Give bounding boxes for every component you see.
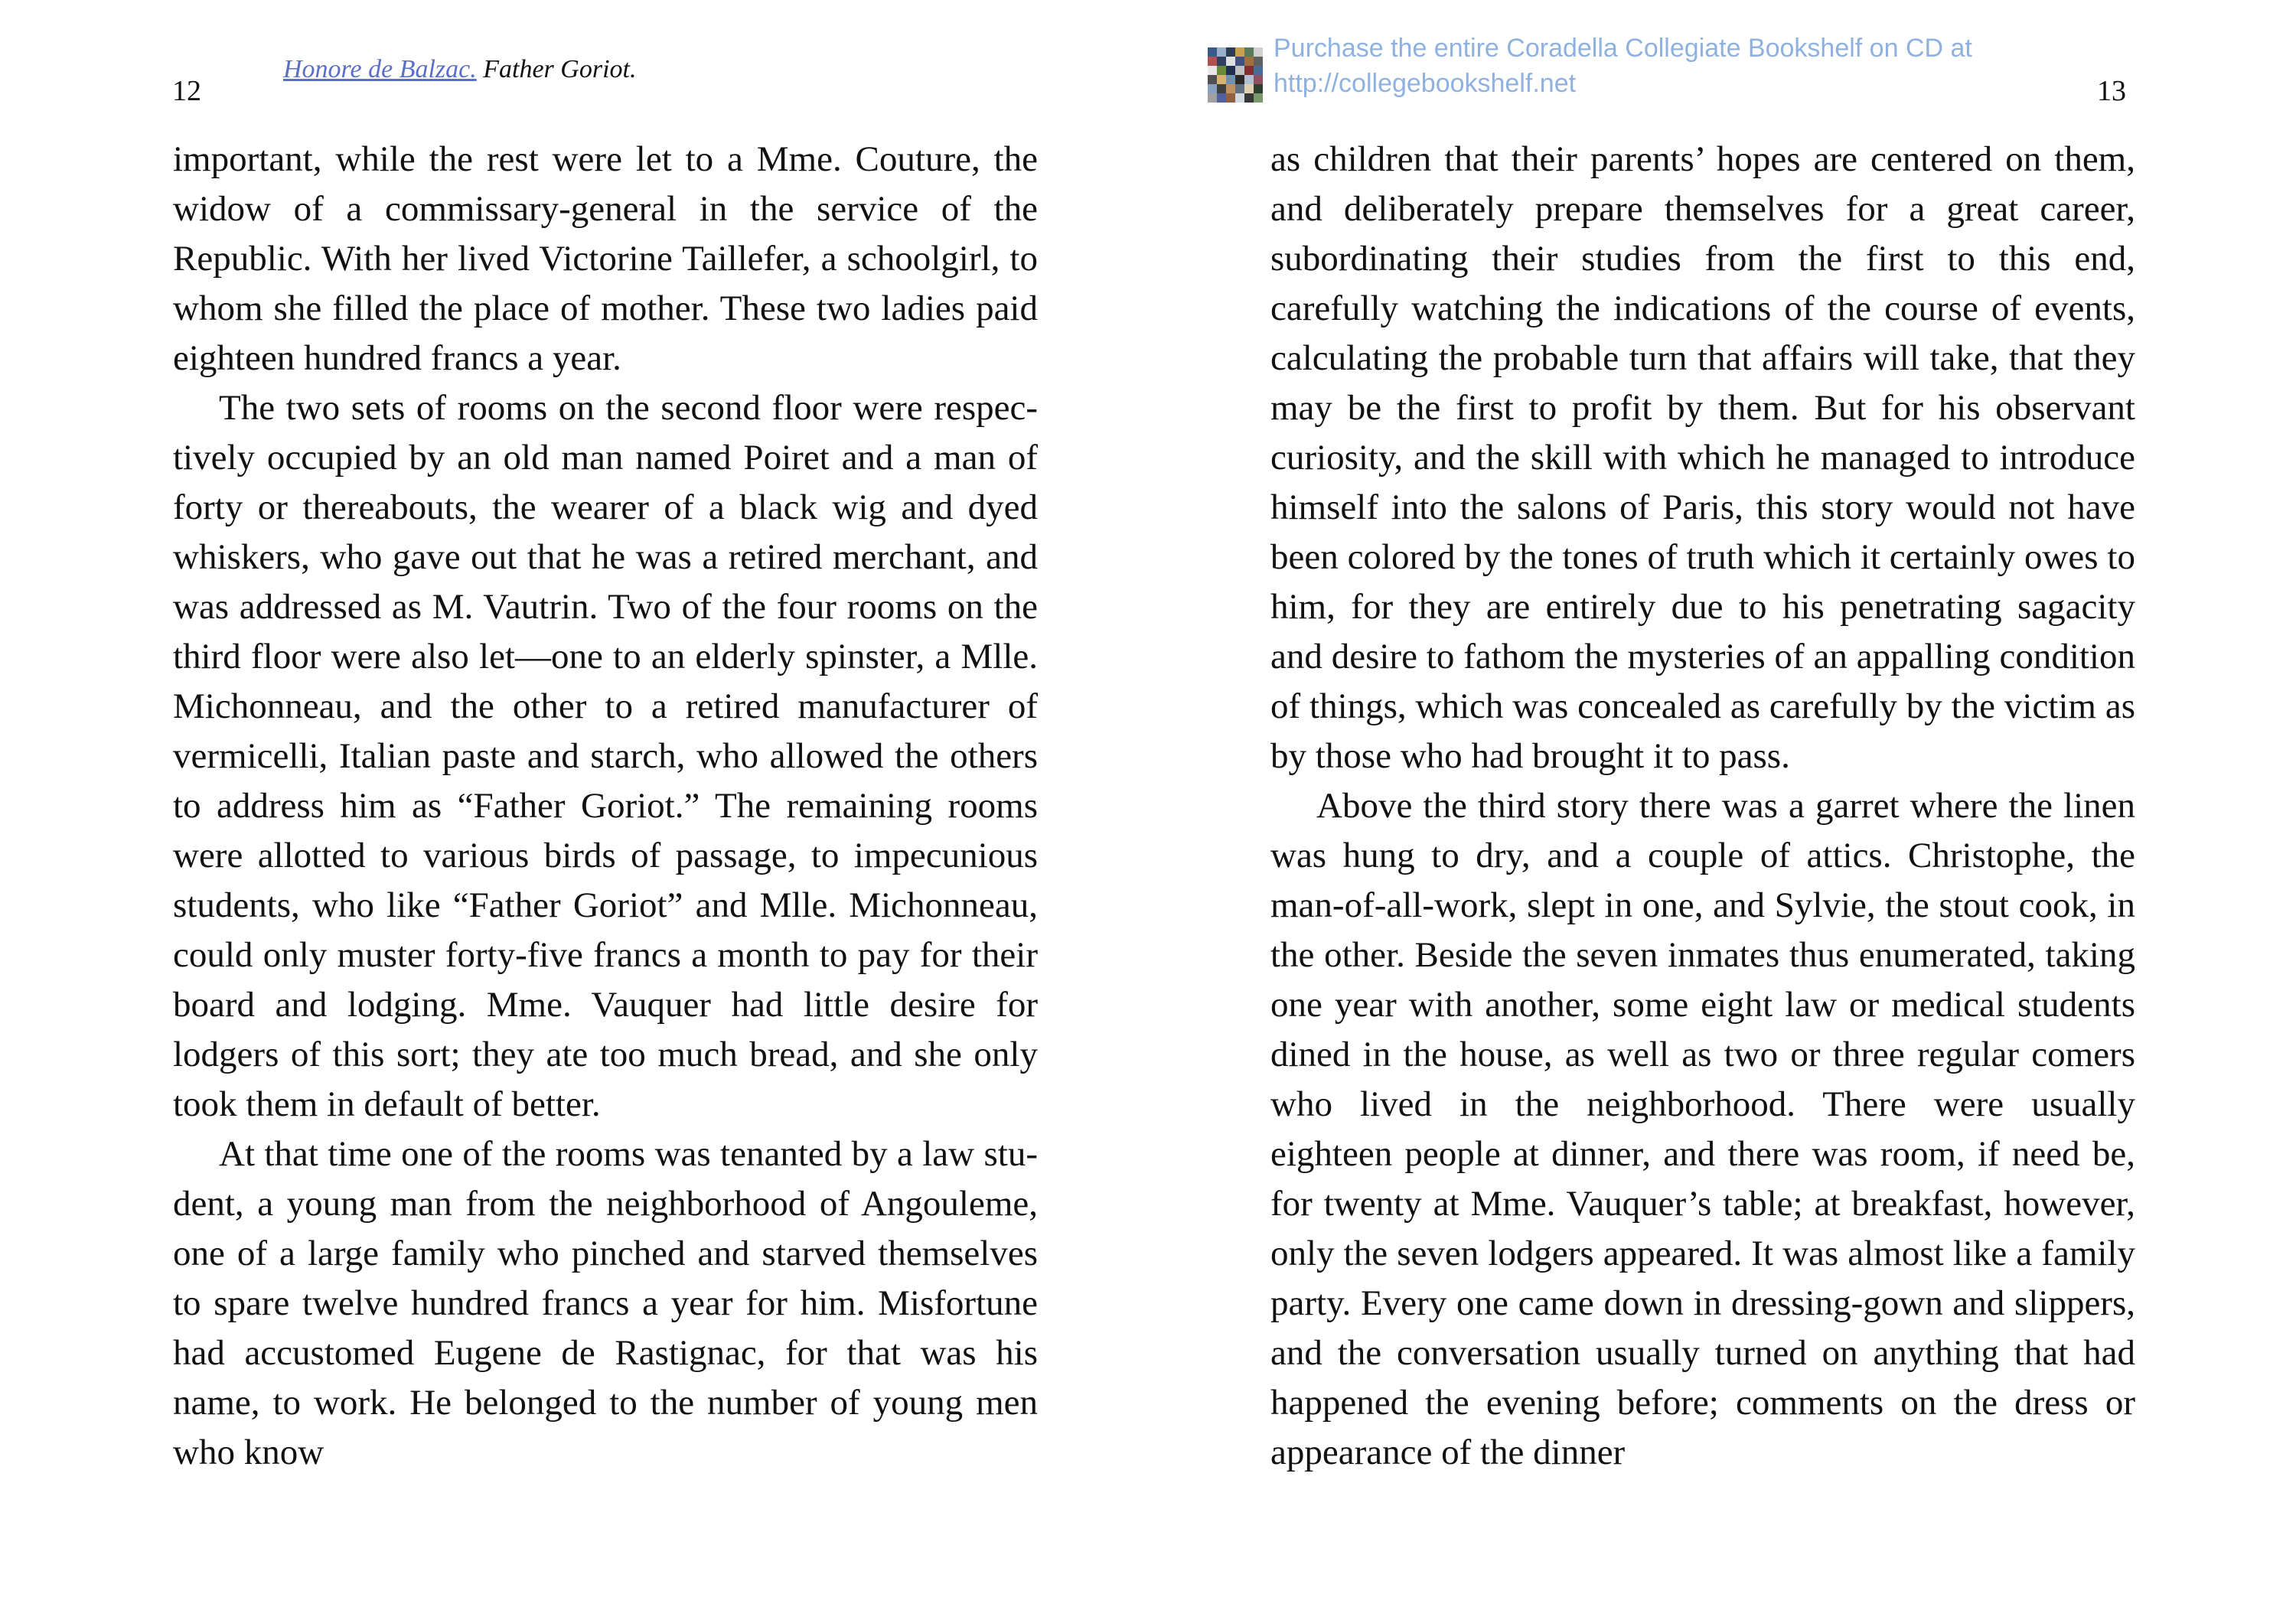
paragraph: Above the third story there was a garret where the linen was hung to dry, and a couple of attics. Christophe, the man-of-all-work, slept in one, and Sylvie, the stout cook, in the other. Beside the seven inmates thus enumerated, taking one year with another, some eight law or medical students dined in the house, as well as two or three regular comers who lived in the neighborhood. There were usually eighteen people at dinner, and there was room, if need be, for twenty at Mme. Vauquer’s table; at breakfast, however, only the seven lodgers appeared. It was almost like a family party. Every one came down in dressing-gown and slippers, and the conversation usually turned on anything that had happened the evening before; comments on the dress or appearance of the dinner (1270, 786, 2135, 1472)
promo-link-url[interactable]: http://collegebookshelf.net (1274, 69, 1577, 98)
author-link[interactable]: Honore de Balzac. (283, 55, 477, 83)
right-text-column (1270, 135, 2135, 1478)
left-page-number: 12 (172, 75, 201, 107)
right-page-number: 13 (2097, 75, 2126, 107)
paragraph: as children that their parents’ hopes are centered on them, and deliberately prepare themselves for a great career, subordinating their studies from the first to this end, carefully watching the indications of the course of events, calculating the probable turn that affairs will take, that they may be the first to profit by them. But for his observant curiosity, and the skill with which he managed to introduce himself into the salons of Paris, this story would not have been colored by the tones of truth which it certainly owes to him, for they are entirely due to his penetrating sagacity and desire to fathom the mysteries of an appalling condition of things, which was concealed as carefully by the victim as by those who had brought it to pass. (1270, 139, 2135, 776)
paragraph: The two sets of rooms on the second floor were respectively occupied by an old man named Poiret and a man of forty or thereabouts, the wearer of a black wig and dyed whiskers, who gave out that he was a retired merchant, and was addressed as M. Vautrin. Two of the four rooms on the third floor were also let—one to an elderly spinster, a Mlle. Michonneau, and the other to a retired manufacturer of vermicelli, Italian paste and starch, who allowed the others to address him as “Father Goriot.” The remaining rooms were allotted to various birds of passage, to impecunious students, who like “Father Goriot” and Mlle. Michonneau, could only muster forty-five francs a month to pay for their board and lodging. Mme. Vauquer had little desire for lodgers of this sort; they ate too much bread, and she only took them in default of better. (173, 388, 1038, 1124)
left-text-column (173, 135, 1038, 1478)
book-title: Father Goriot. (476, 55, 637, 83)
promo-text[interactable] (1274, 31, 1972, 101)
running-header (283, 51, 636, 89)
paragraph: important, while the rest were let to a Mme. Couture, the widow of a commissary-general in the service of the Republic. With her lived Victorine Taillefer, a schoolgirl, to whom she filled the place of mother. These two ladies paid eighteen hundred francs a year. (173, 139, 1038, 378)
paragraph: At that time one of the rooms was tenanted by a law student, a young man from the neighborhood of Angouleme, one of a large family who pinched and starved themselves to spare twelve hundred francs a year for him. Misfortune had accustomed Eugene de Rastignac, for that was his name, to work. He belonged to the number of young men who know (173, 1134, 1038, 1472)
promo-banner[interactable] (1208, 31, 2050, 107)
bookshelf-logo-icon[interactable] (1208, 47, 1263, 103)
promo-line-purchase[interactable]: Purchase the entire Coradella Collegiate Bookshelf on CD at (1274, 34, 1972, 63)
